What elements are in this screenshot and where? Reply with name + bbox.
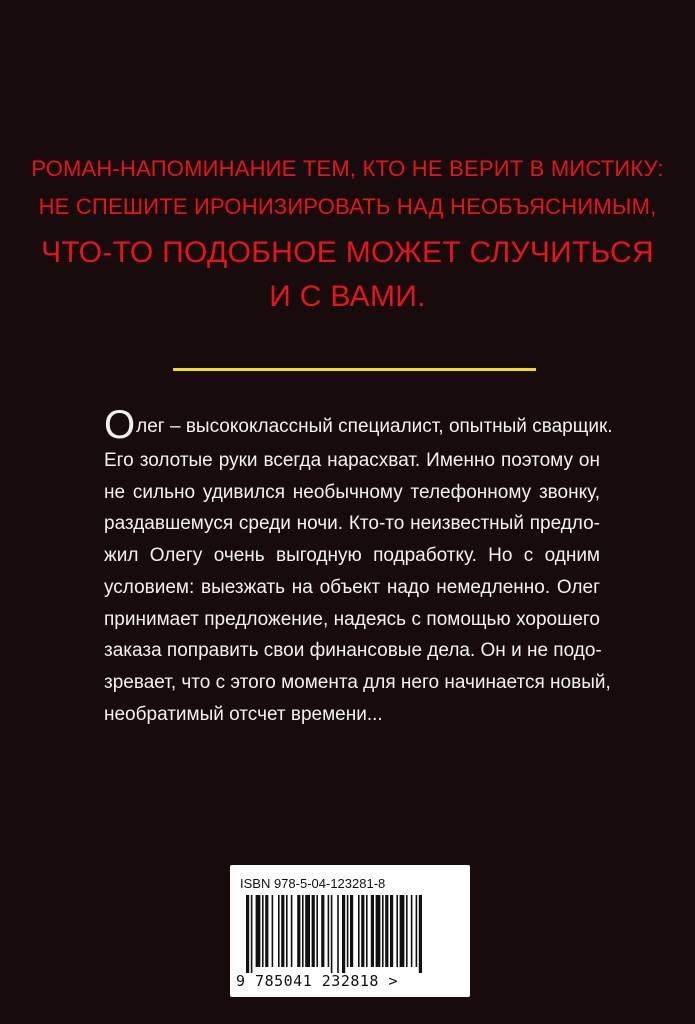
barcode-bar xyxy=(272,895,274,967)
barcode-bar xyxy=(265,895,268,967)
blurb-line-7: принимает предложение, надеясь с помощью хорошего xyxy=(104,608,600,630)
barcode-bar xyxy=(358,895,360,967)
blurb-line-8: заказа поправить свои финансовые дела. Он и не подо- xyxy=(104,640,602,662)
barcode-bar xyxy=(251,895,253,973)
blurb-line-10: необратимый отсчет времени... xyxy=(104,703,383,725)
barcode-bar xyxy=(385,895,388,967)
barcode-bar xyxy=(366,895,368,967)
tagline-line-1: РОМАН-НАПОМИНАНИЕ ТЕМ, КТО НЕ ВЕРИТ В МИСТИКУ: xyxy=(31,156,664,181)
tagline-line-2: НЕ СПЕШИТЕ ИРОНИЗИРОВАТЬ НАД НЕОБЪЯСНИМЫМ, xyxy=(38,194,657,219)
barcode-bars xyxy=(236,895,436,973)
blurb-line-3: не сильно удивился необычному телефонному звонку, xyxy=(104,481,600,503)
blurb-line-6: условием: выезжать на объект надо немедленно. Олег xyxy=(104,576,600,598)
barcode-bar xyxy=(286,895,288,967)
blurb-line-2: Его золотые руки всегда нарасхват. Именно поэтому он xyxy=(104,450,600,471)
barcode-bar xyxy=(281,895,284,967)
barcode-bar xyxy=(361,895,364,967)
barcode-bar xyxy=(411,895,413,967)
barcode-bar xyxy=(376,895,381,967)
barcode-bar xyxy=(400,895,405,967)
barcode-bar xyxy=(382,895,384,967)
blurb-line-9: зревает, что с этого момента для него начинается новый, xyxy=(104,671,611,693)
barcode-bar xyxy=(291,895,293,967)
blurb-line-1-text: лег – высококлассный специалист, опытный сварщик. xyxy=(136,416,613,437)
barcode-bar xyxy=(328,895,330,967)
barcode-bar xyxy=(302,895,304,967)
yellow-divider xyxy=(173,368,536,371)
blurb-line-1 xyxy=(104,403,613,447)
barcode-bar xyxy=(246,895,249,973)
barcode-bar xyxy=(396,895,398,967)
tagline-line-4: И С ВАМИ. xyxy=(269,280,426,313)
barcode-bar xyxy=(262,895,264,967)
barcode-bar xyxy=(347,895,349,967)
barcode-bar xyxy=(390,895,393,967)
drop-cap: О xyxy=(104,403,136,447)
barcode-bar xyxy=(331,895,333,973)
barcode-bar xyxy=(256,895,261,967)
ean-digits: 9 785041 232818 > xyxy=(236,972,399,990)
barcode-bar xyxy=(416,895,418,967)
barcode-bar xyxy=(297,895,300,967)
blurb-line-5: жил Олегу очень выгодную подработку. Но с одним xyxy=(104,545,600,567)
publisher-logo-icon xyxy=(420,900,466,962)
barcode-bar xyxy=(406,895,408,967)
barcode-bar xyxy=(371,895,374,967)
barcode-bar xyxy=(342,895,345,973)
book-blurb xyxy=(104,403,613,730)
blurb-line-4: раздавшемуся среди ночи. Кто-то неизвестный предло- xyxy=(104,513,600,535)
barcode-bar xyxy=(305,895,310,967)
barcode-bar xyxy=(312,895,315,967)
barcode-bar xyxy=(316,895,318,967)
barcode-bar xyxy=(278,895,280,967)
barcode-bar xyxy=(350,895,353,967)
barcode-bar xyxy=(337,895,339,973)
isbn-label: ISBN 978-5-04-123281-8 xyxy=(240,876,386,891)
tagline-line-3: ЧТО-ТО ПОДОБНОЕ МОЖЕТ СЛУЧИТЬСЯ xyxy=(41,236,654,269)
barcode-bar xyxy=(321,895,324,967)
